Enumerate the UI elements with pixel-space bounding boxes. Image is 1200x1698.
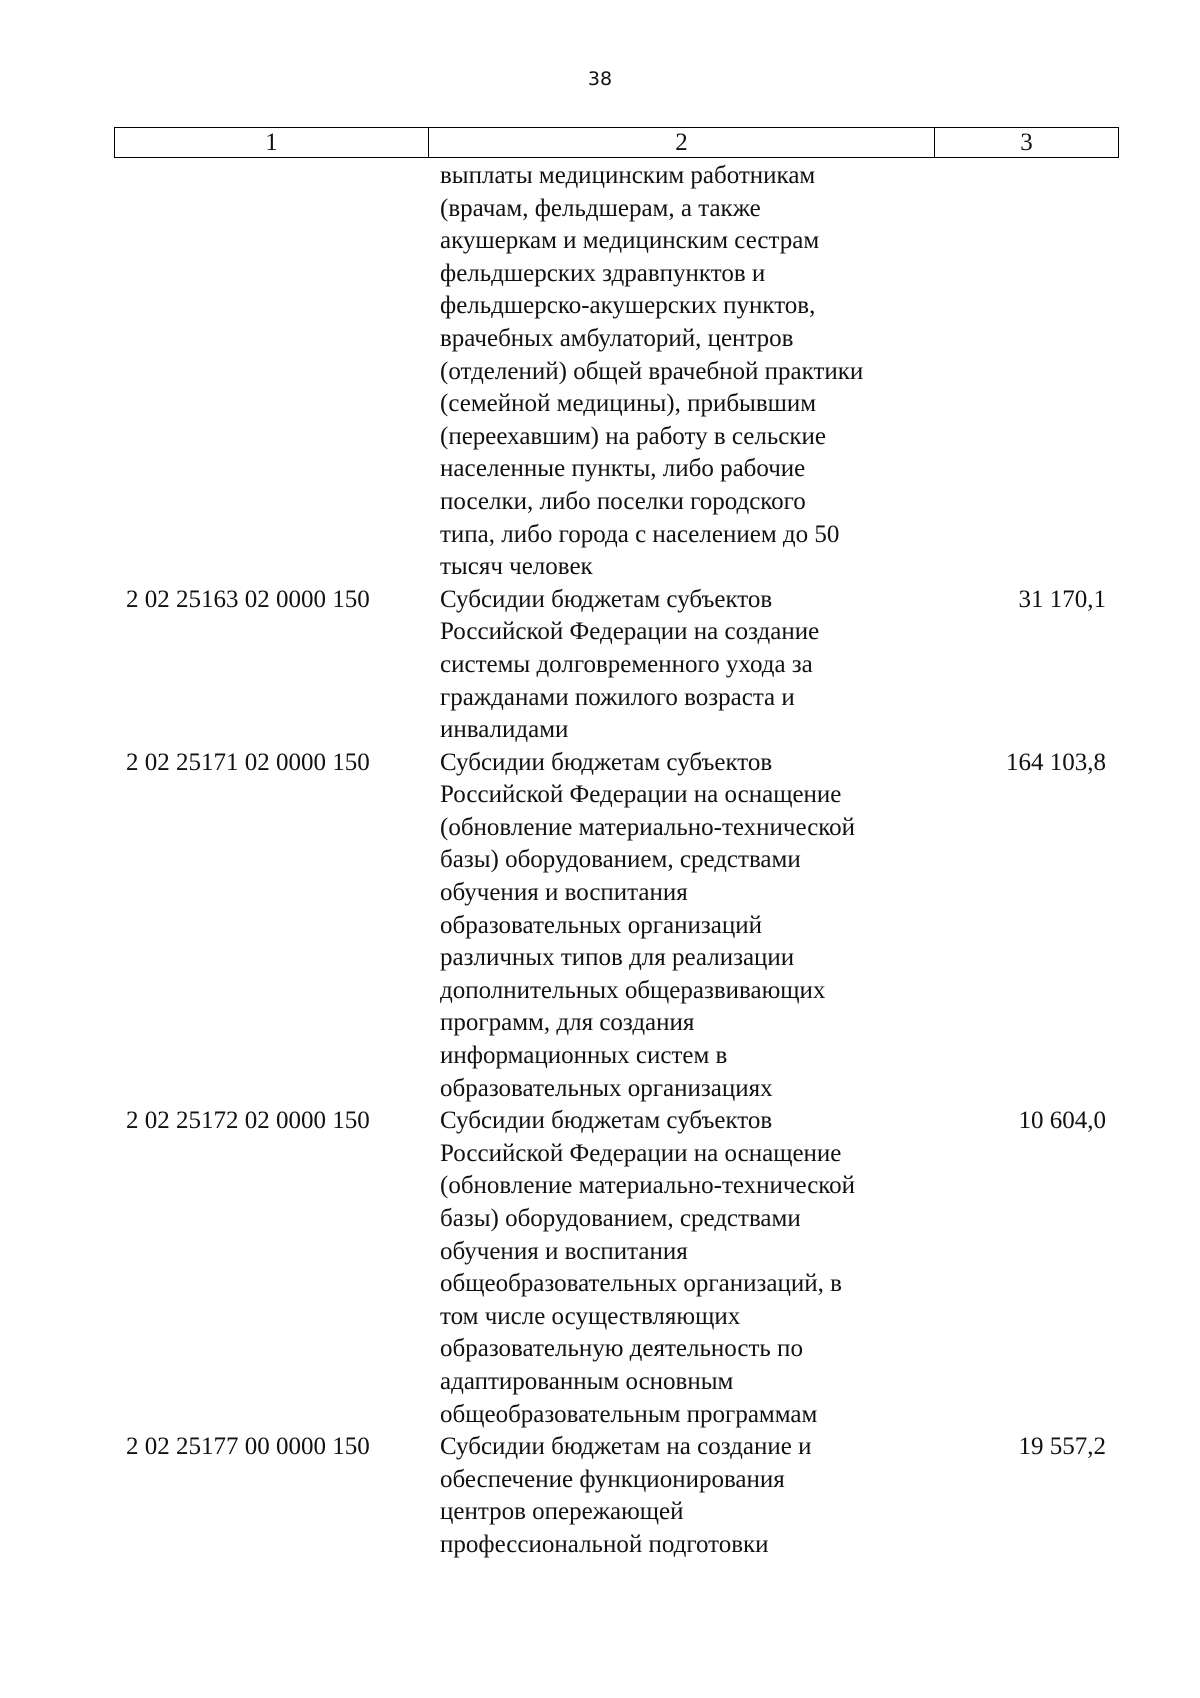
table-row [114,1105,1118,1431]
page-number: 38 [587,68,613,90]
item-description: Субсидии бюджетам на создание и обеспечение функционирования центров опережающей профессиональной подготовки [440,1433,812,1558]
budget-code: 2 02 25163 02 0000 150 [126,585,370,613]
table-row [114,584,1118,747]
header-col-3: 3 [935,128,1119,158]
item-amount: 19 557,2 [1018,1433,1106,1461]
header-col-1: 1 [115,128,429,158]
item-description: Субсидии бюджетам субъектов Российской Федерации на оснащение (обновление материально-технической базы) оборудованием, средствами обучения и воспитания общеобразовательных организаций, в том числе осуществляющих образовательную деятельность по адаптированным основным общеобразовательным программам [440,1107,856,1428]
table-header [114,127,1119,158]
table-row [114,160,1118,584]
budget-code: 2 02 25171 02 0000 150 [126,748,370,776]
item-amount [934,160,1118,584]
item-description: выплаты медицинским работникам (врачам, фельдшерам, а также акушеркам и медицинским сестрам фельдшерских здравпунктов и фельдшерско-акушерских пунктов, врачебных амбулаторий, центров (отделений) общей врачебной практики (семейной медицины), прибывшим (переехавшим) на работу в сельские населенные пункты, либо рабочие поселки, либо поселки городского типа, либо города с населением до 50 тысяч человек [440,162,864,581]
item-amount: 31 170,1 [1018,585,1106,613]
item-description: Субсидии бюджетам субъектов Российской Федерации на создание системы долговременного ухода за гражданами пожилого возраста и инвалидами [440,585,820,744]
table-row [114,1431,1118,1561]
header-col-2: 2 [429,128,935,158]
budget-code [114,160,428,584]
budget-code: 2 02 25177 00 0000 150 [126,1433,370,1461]
budget-code: 2 02 25172 02 0000 150 [126,1107,370,1135]
item-amount: 10 604,0 [1018,1107,1106,1135]
header-row [115,128,1119,158]
table-row [114,747,1118,1106]
table-body [114,160,1118,1562]
item-amount: 164 103,8 [1006,748,1106,776]
item-description: Субсидии бюджетам субъектов Российской Федерации на оснащение (обновление материально-технической базы) оборудованием, средствами обучения и воспитания образовательных организаций различных типов для реализации дополнительных общеразвивающих программ, для создания информационных систем в образовательных организациях [440,748,856,1102]
